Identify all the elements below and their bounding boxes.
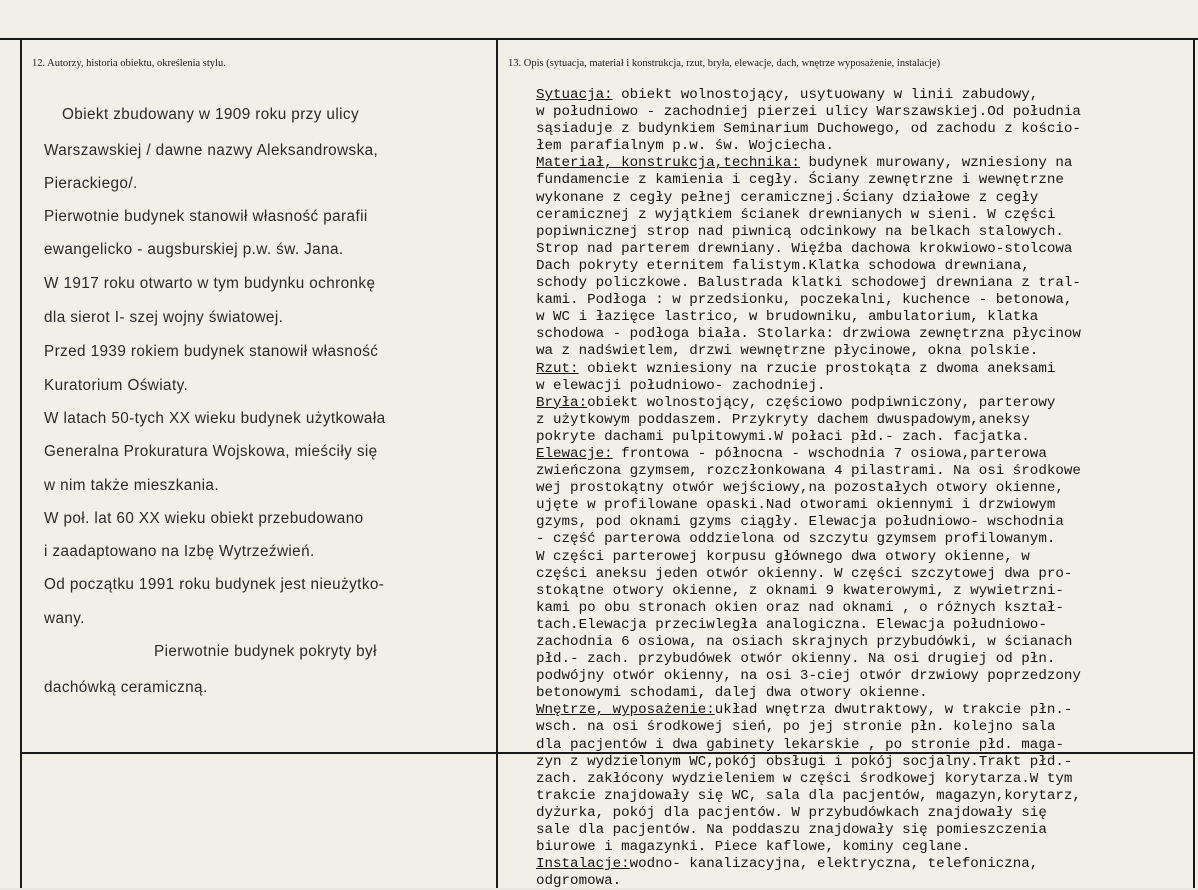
description-line	[536, 275, 1188, 292]
description-text: tach.Elewacja przeciwległa analogiczna. Elewacja południowo-	[536, 616, 1047, 633]
description-text: trakcie znajdowały się WC, sala dla pacjentów, magazyn,korytarz,	[536, 787, 1081, 804]
description-line	[536, 412, 1188, 429]
description-text: budynek murowany, wzniesiony na	[799, 155, 1073, 172]
description-text: dla pacjentów i dwa gabinety lekarskie , po stronie płd. maga-	[536, 736, 1064, 753]
description-text-column	[536, 87, 1188, 890]
description-line	[536, 343, 1188, 360]
description-text: schody policzkowe. Balustrada klatki schodowej drewniana z tral-	[536, 275, 1081, 292]
description-text: w elewacji południowo- zachodniej.	[536, 377, 826, 394]
description-text: podwójny otwór okienny, na osi 3-ciej otwór drzwiowy poprzedzony	[536, 668, 1081, 685]
description-text: popiwnicznej strop nad piwnicą odcinkowy na belkach stalowych.	[536, 223, 1064, 240]
section-label: Rzut:	[536, 360, 579, 377]
description-text: z użytkowym poddaszem. Przykryty dachem dwuspadowym,aneksy	[536, 411, 1030, 428]
section-13-header: 13. Opis (sytuacja, materiał i konstrukcja, rzut, bryła, elewacje, dach, wnętrze wyposażenie, instalacje)	[508, 58, 941, 69]
description-line	[536, 138, 1188, 155]
description-line	[536, 309, 1188, 326]
description-line	[536, 241, 1188, 258]
section-label: Materiał, konstrukcja,technika:	[536, 155, 800, 172]
description-text: zach. zakłócony wydzieleniem w części środkowej korytarza.W tym	[536, 770, 1073, 787]
top-rule	[0, 38, 1198, 40]
description-line	[536, 600, 1188, 617]
description-line	[536, 685, 1188, 702]
description-text: zachodnia 6 osiowa, na osiach skrajnych przybudówki, w ścianach	[536, 634, 1073, 650]
description-text: pokryte dachami pulpitowymi.W połaci płd.- zach. facjatka.	[536, 428, 1030, 445]
description-text: kami. Podłoga : w przedsionku, poczekalni, kuchence - betonowa,	[536, 292, 1073, 309]
right-rule	[1193, 38, 1195, 888]
description-line	[536, 395, 1188, 412]
history-line: dachówką ceramiczną.	[44, 679, 208, 696]
description-text: wykonane z cegły pełnej ceramicznej.Ściany działowe z cegły	[536, 189, 1039, 206]
description-text: dyżurka, pokój dla pacjentów. W przybudówkach znajdowały się	[536, 804, 1047, 821]
history-line: i zaadaptowano na Izbę Wytrzeźwień.	[44, 543, 315, 560]
description-text: wodno- kanalizacyjna, elektryczna, telefoniczna,	[629, 856, 1039, 873]
description-line	[536, 292, 1188, 309]
description-text: betonowymi schodami, dalej dwa otwory okienne.	[536, 685, 928, 702]
description-line	[536, 258, 1188, 275]
description-text: Strop nad parterem drewniany. Więźba dachowa krokwiowo-stolcowa	[536, 240, 1073, 257]
description-text: zyn z wydzielonym WC,pokój obsługi i pokój socjalny.Trakt płd.-	[536, 753, 1073, 770]
description-line	[536, 224, 1188, 241]
description-line	[536, 651, 1188, 668]
description-text: płd.- zach. przybudówek otwór okienny. Na osi drugiej od płn.	[536, 651, 1056, 668]
description-line	[536, 771, 1188, 788]
description-text: ujęte w profilowane opaski.Nad otworami okiennymi i drzwiowym	[536, 497, 1056, 514]
history-line: W 1917 roku otwarto w tym budynku ochronkę	[44, 275, 376, 292]
history-line: Przed 1939 rokiem budynek stanowił własność	[44, 343, 379, 360]
description-text: układ wnętrza dwutraktowy, w trakcie płn.-	[714, 702, 1073, 719]
description-text: w południowo - zachodniej pierzei ulicy Warszawskiej.Od południa	[536, 104, 1081, 121]
section-label: Instalacje:	[536, 856, 630, 873]
history-line: Pierwotnie budynek pokryty był	[154, 643, 377, 660]
description-text: Dach pokryty eternitem falistym.Klatka schodowa drewniana,	[536, 257, 1030, 274]
history-line: dla sierot I- szej wojny światowej.	[44, 309, 284, 326]
description-line	[536, 719, 1188, 736]
description-line	[536, 497, 1188, 514]
history-line: wany.	[44, 610, 85, 627]
history-line: Od początku 1991 roku budynek jest nieużytko-	[44, 576, 385, 593]
description-line	[536, 190, 1188, 207]
description-text: - część parterowa oddzielona od szczytu gzymsem profilowanym.	[536, 531, 1056, 548]
section-label: Elewacje:	[536, 445, 613, 462]
history-line: Warszawskiej / dawne nazwy Aleksandrowska,	[44, 142, 379, 159]
description-text: zwieńczona gzymsem, rozczłonkowana 4 pilastrami. Na osi środkowe	[536, 463, 1081, 480]
description-text: obiekt wzniesiony na rzucie prostokąta z dwoma aneksami	[578, 360, 1056, 377]
description-line	[536, 480, 1188, 497]
description-line	[536, 702, 1188, 719]
description-text: W części parterowej korpusu głównego dwa otwory okienne, w	[536, 548, 1030, 565]
history-line: Pierackiego/.	[44, 175, 138, 192]
description-line	[536, 754, 1188, 771]
description-line	[536, 378, 1188, 395]
history-line: Kuratorium Oświaty.	[44, 377, 189, 394]
description-line	[536, 207, 1188, 224]
description-text: odgromowa.	[536, 873, 622, 890]
description-line	[536, 463, 1188, 480]
description-text: wsch. na osi środkowej sień, po jej stronie płn. kolejno sala	[536, 719, 1056, 736]
description-text: kami po obu stronach okien oraz nad oknami , o różnych kształ-	[536, 599, 1064, 616]
description-line	[536, 822, 1188, 839]
history-line: Generalna Prokuratura Wojskowa, mieściły się	[44, 443, 378, 460]
description-text: schodowa - podłoga biała. Stolarka: drzwiowa zewnętrzna płycinow	[536, 326, 1081, 343]
description-text: wej prostokątny otwór wejściowy,na pozostałych otwory okienne,	[536, 480, 1064, 497]
description-text: w WC i łazięce lastrico, w brudowniku, ambulatorium, klatka	[536, 309, 1039, 326]
section-label: Wnętrze, wyposażenie:	[536, 702, 715, 719]
description-text: wa z nadświetlem, drzwi wewnętrzne płycinowe, okna polskie.	[536, 343, 1039, 360]
description-text: fundamencie z kamienia i cegły. Ściany zewnętrzne i wewnętrzne	[536, 172, 1064, 189]
history-line: Obiekt zbudowany w 1909 roku przy ulicy	[62, 106, 360, 123]
description-line	[536, 839, 1188, 856]
description-text: obiekt wolnostojący, częściowo podpiwniczony, parterowy	[587, 394, 1056, 411]
description-line	[536, 566, 1188, 583]
description-line	[536, 805, 1188, 822]
description-text: ceramicznej z wyjątkiem ścianek drewnianych w sieni. W części	[536, 206, 1056, 223]
section-label: Bryła:	[536, 394, 588, 411]
history-line: Pierwotnie budynek stanowił własność parafii	[44, 208, 368, 225]
section-12-header: 12. Autorzy, historia obiektu, określenia stylu.	[32, 58, 226, 69]
description-line	[536, 155, 1188, 172]
history-line: W latach 50-tych XX wieku budynek użytkowała	[44, 410, 386, 427]
description-line	[536, 549, 1188, 566]
history-line: W poł. lat 60 XX wieku obiekt przebudowano	[44, 510, 364, 527]
section-label: Sytuacja:	[536, 87, 613, 103]
description-text: sale dla pacjentów. Na poddaszu znajdowały się pomieszczenia	[536, 822, 1047, 839]
description-line	[536, 531, 1188, 548]
description-line	[536, 856, 1188, 873]
description-line	[536, 172, 1188, 189]
description-line	[536, 873, 1188, 890]
description-line	[536, 104, 1188, 121]
description-line	[536, 737, 1188, 754]
description-line	[536, 514, 1188, 531]
description-text: biurowe i magazynki. Piece kaflowe, kominy ceglane.	[536, 839, 971, 856]
description-line	[536, 583, 1188, 600]
description-line	[536, 668, 1188, 685]
description-text: gzyms, pod oknami gzyms ciągły. Elewacja południowo- wschodnia	[536, 514, 1064, 531]
description-line	[536, 429, 1188, 446]
description-line	[536, 634, 1188, 651]
column-divider	[496, 38, 498, 888]
description-line	[536, 87, 1188, 104]
description-text: sąsiaduje z budynkiem Seminarium Duchowego, od zachodu z kościo-	[536, 121, 1081, 138]
history-line: ewangelicko - augsburskiej p.w. św. Jana.	[44, 241, 344, 258]
description-line	[536, 361, 1188, 378]
description-text: stokątne otwory okienne, z oknami 9 kwaterowymi, z wywietrzni-	[536, 582, 1064, 599]
description-text: łem parafialnym p.w. św. Wojciecha.	[536, 138, 834, 155]
description-text: części aneksu jeden otwór okienny. W części szczytowej dwa pro-	[536, 565, 1073, 582]
description-line	[536, 617, 1188, 634]
description-text: frontowa - północna - wschodnia 7 osiowa,parterowa	[612, 445, 1047, 462]
description-line	[536, 446, 1188, 463]
history-line: w nim także mieszkania.	[44, 477, 219, 494]
left-rule	[20, 38, 22, 888]
description-line	[536, 326, 1188, 343]
description-text: obiekt wolnostojący, usytuowany w linii zabudowy,	[612, 87, 1039, 103]
description-line	[536, 121, 1188, 138]
description-line	[536, 788, 1188, 805]
